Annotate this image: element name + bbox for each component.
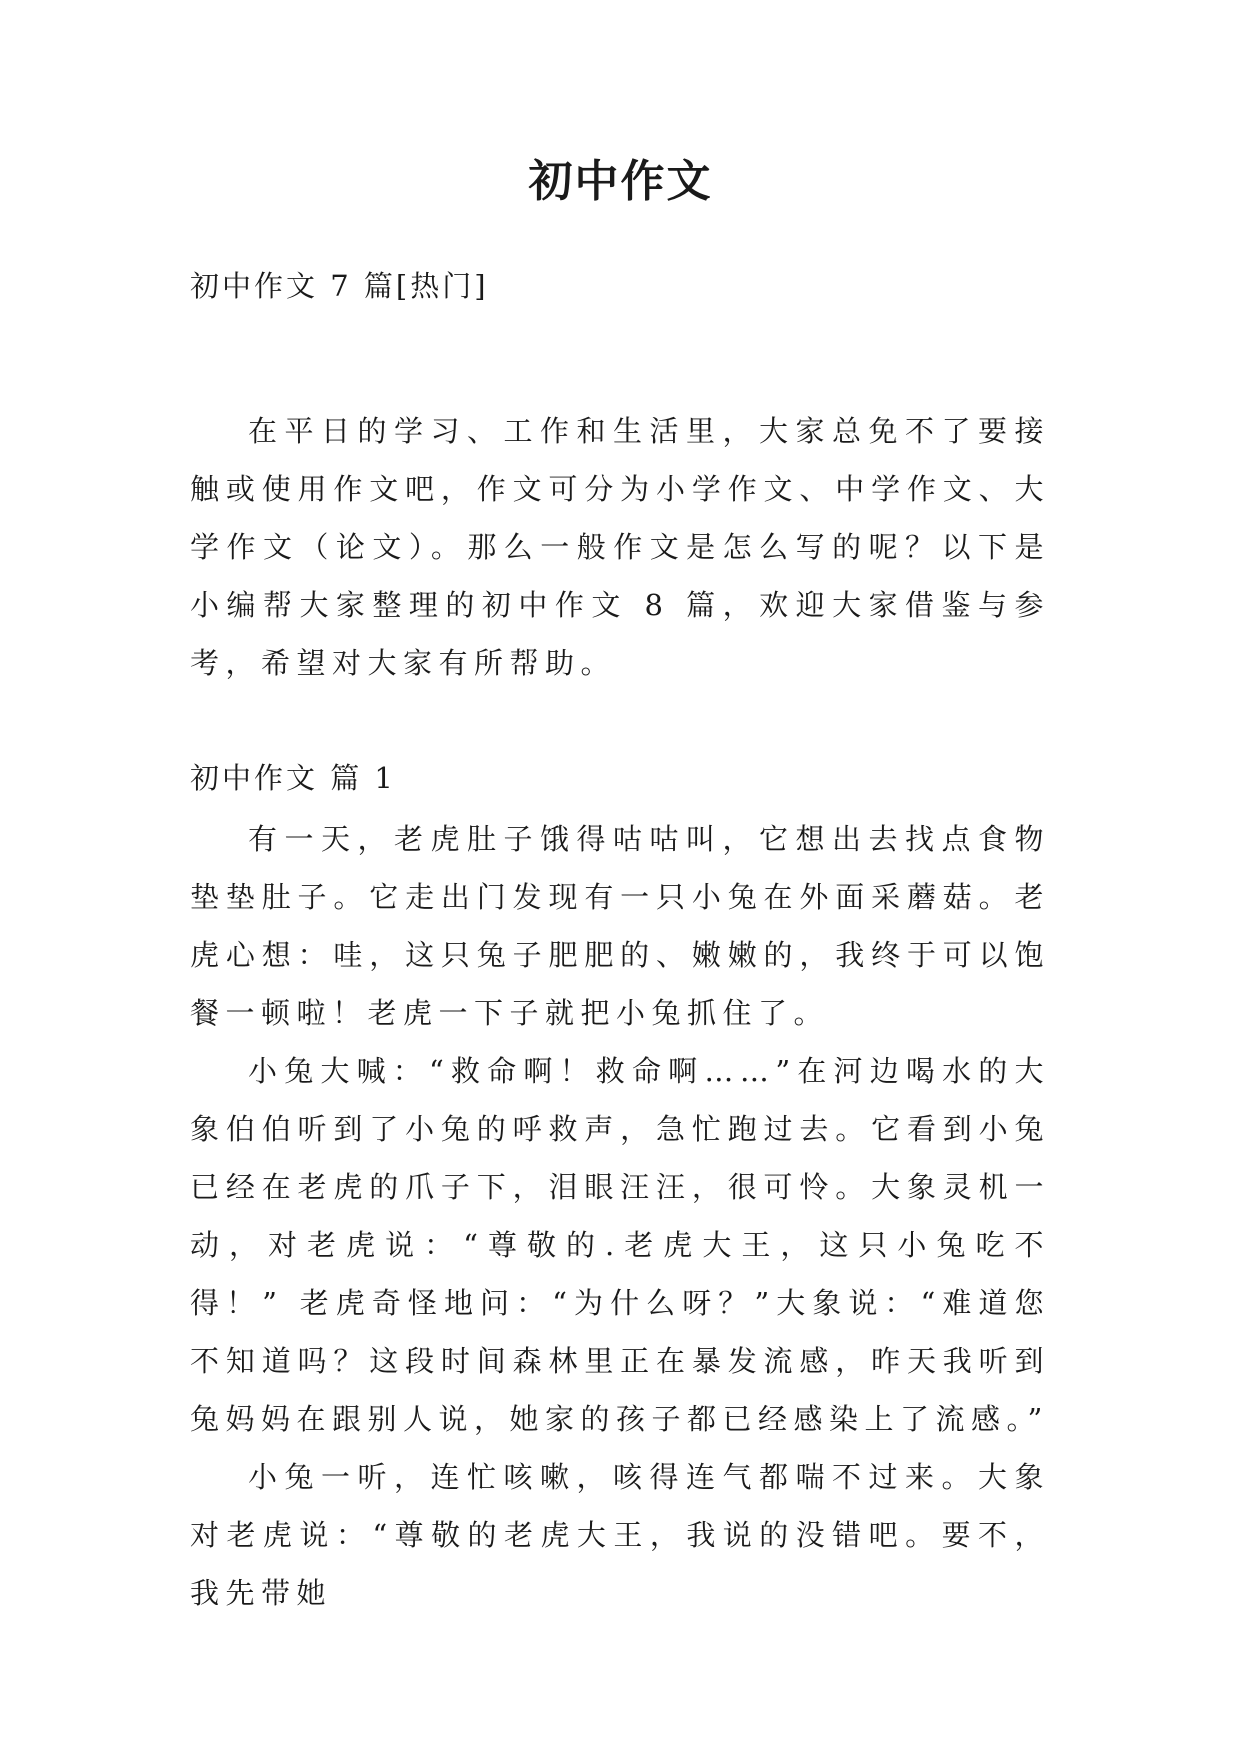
intro-block	[190, 402, 1050, 692]
document-title: 初中作文	[528, 156, 713, 207]
section-heading: 初中作文 篇 1	[190, 761, 396, 795]
paragraph-3: 小兔一听，连忙咳嗽，咳得连气都喘不过来。大象对老虎说：“尊敬的老虎大王，我说的没错吧。要不，我先带她	[190, 1460, 1050, 1610]
paragraph-1: 有一天，老虎肚子饿得咕咕叫，它想出去找点食物垫垫肚子。它走出门发现有一只小兔在外面采蘑菇。老虎心想：哇，这只兔子肥肥的、嫩嫩的，我终于可以饱餐一顿啦！老虎一下子就把小兔抓住了。	[190, 822, 1050, 1030]
intro-paragraph: 在平日的学习、工作和生活里，大家总免不了要接触或使用作文吧，作文可分为小学作文、中学作文、大学作文（论文）。那么一般作文是怎么写的呢？以下是小编帮大家整理的初中作文 8 篇，欢迎大家借鉴与参考，希望对大家有所帮助。	[190, 414, 1050, 680]
document-subtitle: 初中作文 7 篇[热门]	[190, 269, 489, 303]
section-body	[190, 810, 1050, 1622]
paragraph-2: 小兔大喊：“救命啊！救命啊……”在河边喝水的大象伯伯听到了小兔的呼救声，急忙跑过去。它看到小兔已经在老虎的爪子下，泪眼汪汪，很可怜。大象灵机一动，对老虎说：“尊敬的.老虎大王，这只小兔吃不得！” 老虎奇怪地问：“为什么呀？”大象说：“难道您不知道吗？这段时间森林里正在暴发流感，昨天我听到兔妈妈在跟别人说，她家的孩子都已经感染上了流感。”	[190, 1054, 1050, 1436]
